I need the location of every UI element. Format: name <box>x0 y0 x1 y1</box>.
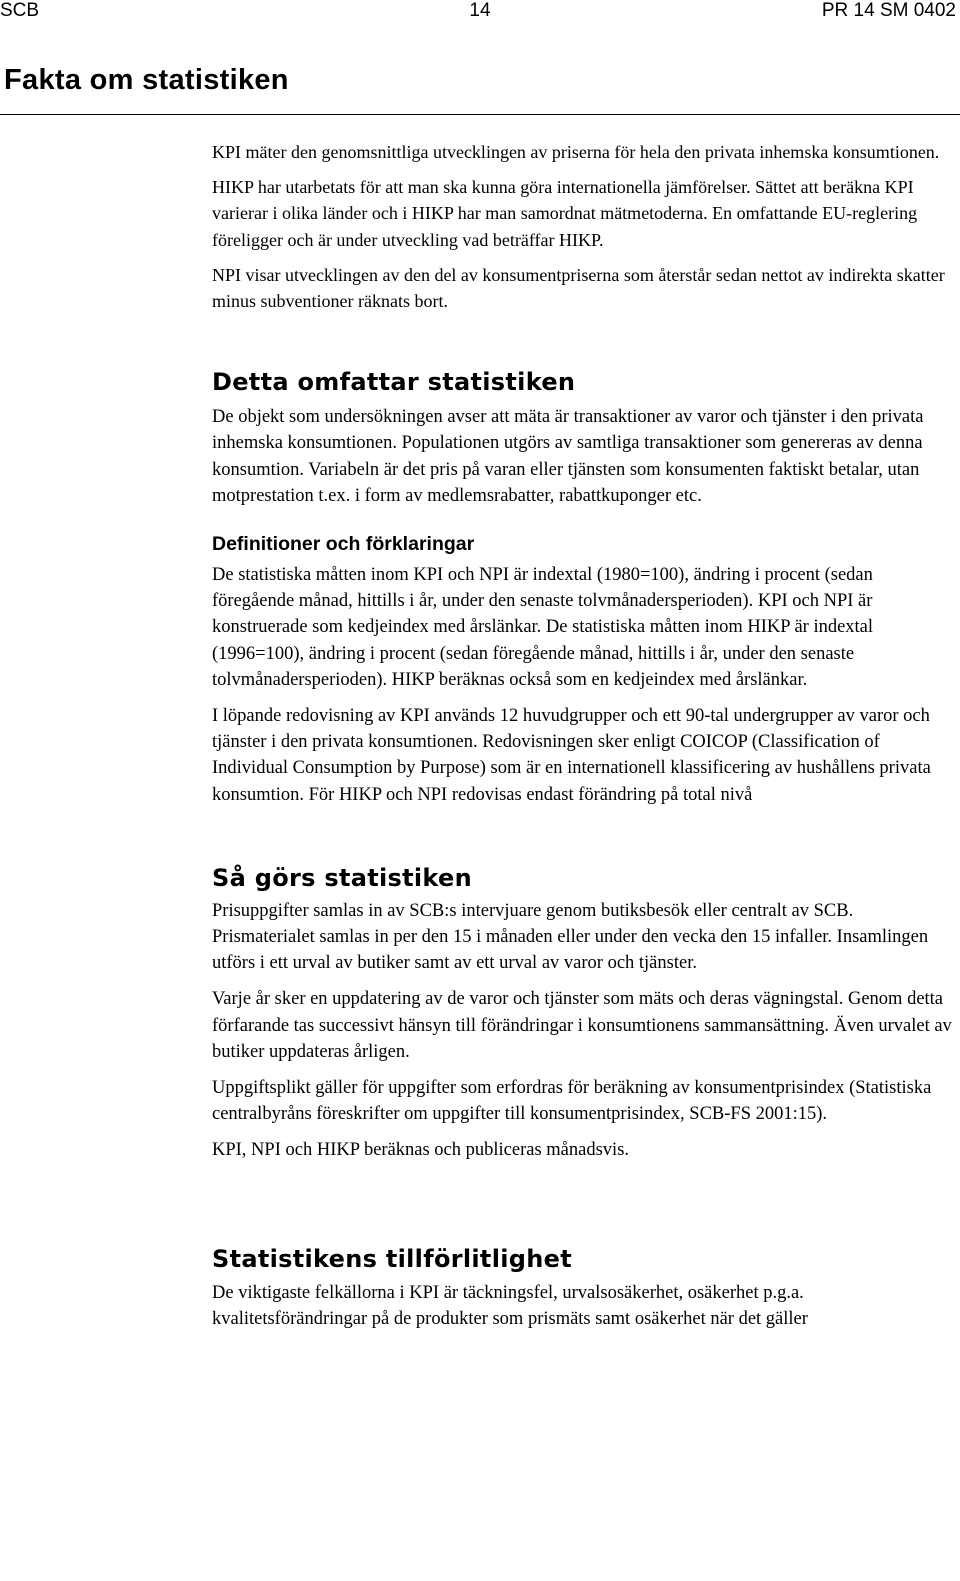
running-header <box>0 0 960 26</box>
page-title: Fakta om statistiken <box>4 64 289 96</box>
section-heading-scope: Detta omfattar statistiken <box>212 368 576 397</box>
method-paragraph: Uppgiftsplikt gäller för uppgifter som erfordras för beräkning av konsumentprisindex (Statistiska centralbyråns föreskrifter om uppgifter till konsumentprisindex, SCB-FS 2001:15). <box>212 1078 932 1125</box>
subheading-definitions: Definitioner och förklaringar <box>212 533 475 556</box>
section-heading-method: Så görs statistiken <box>212 863 472 892</box>
method-paragraph: KPI, NPI och HIKP beräknas och publiceras månadsvis. <box>212 1140 630 1161</box>
definitions-paragraph: De statistiska måtten inom KPI och NPI är indextal (1980=100), ändring i procent (sedan föregående månad, hittills i år, under den senaste tolvmånadersperioden). KPI och NPI är konstruerade som kedjeindex med årslänkar. De statistiska måtten inom HIKP är indextal (1996=100), ändring i procent (sedan föregående månad, hittills i år, under den senaste tolvmånadersperioden). HIKP beräknas också som en kedjeindex med årslänkar. <box>212 565 874 690</box>
document-body <box>212 139 956 1332</box>
method-paragraph: Prisuppgifter samlas in av SCB:s intervjuare genom butiksbesök eller centralt av SCB. Prismaterialet samlas in per den 15 i månaden eller under den vecka den 15 infaller. Insamlingen utförs i ett urval av butiker samt av ett urval av varor och tjänster. <box>212 900 929 974</box>
scope-paragraph: De objekt som undersökningen avser att mäta är transaktioner av varor och tjänster i den privata inhemska konsumtionen. Populationen utgörs av samtliga transaktioner som genereras av denna konsumtion. Variabeln är det pris på varan eller tjänsten som konsumenten faktiskt betalar, utan motprestation t.ex. i form av medlemsrabatter, rabattkuponger etc. <box>212 407 924 506</box>
definitions-paragraph: I löpande redovisning av KPI används 12 huvudgrupper och ett 90-tal undergrupper av varor och tjänster i den privata konsumtionen. Redovisningen sker enligt COICOP (Classification of Individual Consumption by Purpose) som är en internationell klassificering av hushållens privata konsumtion. För HIKP och NPI redovisas endast förändring på total nivå <box>212 706 931 805</box>
section-heading-reliability: Statistikens tillförlitlighet <box>212 1244 572 1273</box>
header-org: SCB <box>0 0 40 21</box>
header-report-id: PR 14 SM 0402 <box>821 0 956 21</box>
intro-paragraph: HIKP har utarbetats för att man ska kunna göra internationella jämförelser. Sättet att beräkna KPI varierar i olika länder och i HIKP har man samordnat mätmetoderna. En omfattande EU-reglering föreligger och är under utveckling vad beträffar HIKP. <box>212 177 918 250</box>
method-paragraph: Varje år sker en uppdatering av de varor och tjänster som mäts och deras vägningstal. Genom detta förfarande tas successivt hänsyn till förändringar i konsumtionens sammansättning. Även urvalet av butiker uppdateras årligen. <box>212 989 952 1062</box>
intro-paragraph: KPI mäter den genomsnittliga utvecklingen av priserna för hela den privata inhemska konsumtionen. <box>212 142 940 162</box>
intro-paragraph: NPI visar utvecklingen av den del av konsumentpriserna som återstår sedan nettot av indirekta skatter minus subventioner räknats bort. <box>212 264 945 312</box>
header-page-number: 14 <box>469 0 491 21</box>
title-divider <box>0 114 960 115</box>
reliability-paragraph: De viktigaste felkällorna i KPI är täckningsfel, urvalsosäkerhet, osäkerhet p.g.a. kvalitetsförändringar på de produkter som prismäts samt osäkerhet när det gäller <box>212 1282 808 1329</box>
